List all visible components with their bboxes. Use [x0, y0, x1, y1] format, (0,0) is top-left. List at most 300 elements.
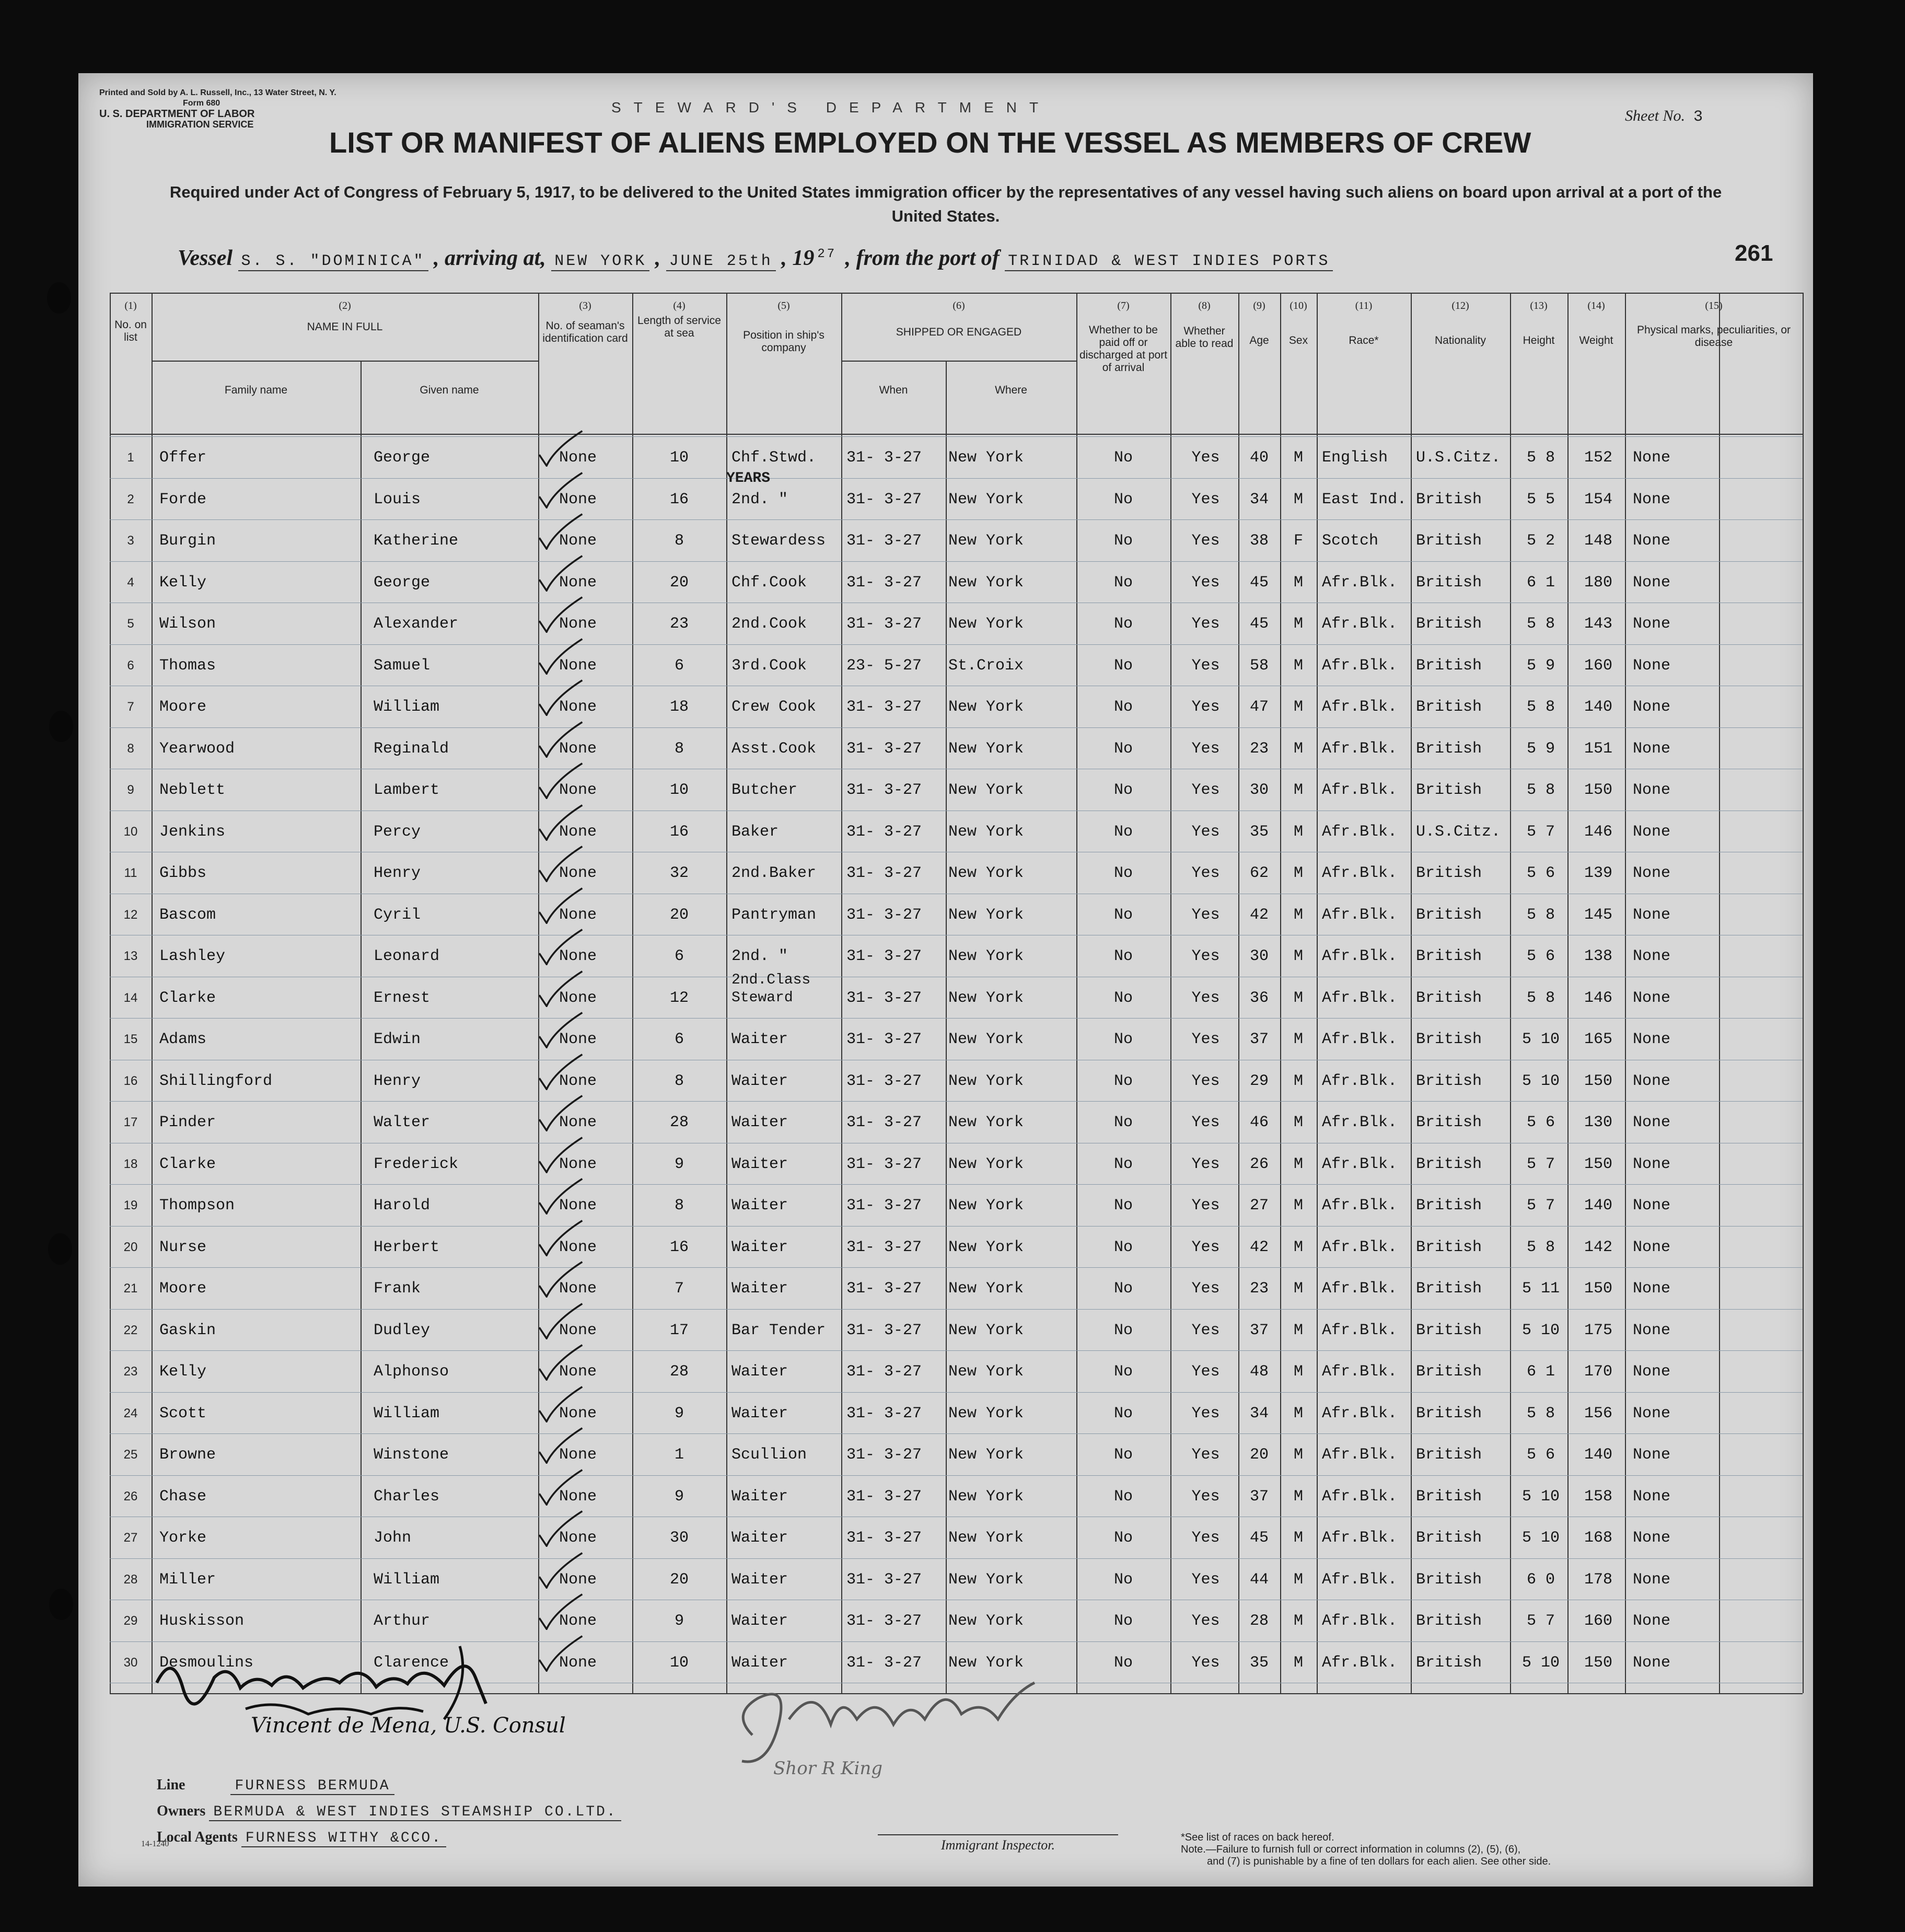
column-number: (8) — [1198, 300, 1211, 311]
cell-years: 16 — [669, 823, 689, 841]
cell-paid: No — [1113, 1570, 1133, 1589]
line-value: FURNESS BERMUDA — [230, 1778, 394, 1795]
cell-marks: None — [1633, 1321, 1671, 1339]
cell-given: Walter — [374, 1114, 431, 1131]
cell-years: 18 — [669, 698, 689, 716]
cell-race: Afr.Blk. — [1322, 1031, 1398, 1048]
cell-when: 31- 3-27 — [846, 490, 922, 508]
column-number: (7) — [1117, 300, 1130, 311]
cell-weight: 150 — [1584, 781, 1612, 799]
cell-paid: No — [1113, 449, 1133, 467]
cell-position: Waiter — [731, 1529, 788, 1547]
from-port: TRINIDAD & WEST INDIES PORTS — [1005, 252, 1333, 271]
header-paid-off: Whether to be paid off or discharged at port of arrival — [1079, 324, 1168, 374]
cell-height: 5 8 — [1526, 906, 1555, 924]
cell-nationality: British — [1416, 1570, 1482, 1589]
cell-marks: None — [1633, 947, 1671, 965]
cell-weight: 146 — [1584, 823, 1612, 841]
cell-paid: No — [1113, 1238, 1133, 1256]
cell-marks: None — [1633, 1570, 1671, 1589]
crew-row — [110, 1314, 1803, 1356]
cell-when: 31- 3-27 — [846, 1155, 922, 1173]
cell-where: New York — [948, 1280, 1024, 1298]
cell-age: 42 — [1249, 1238, 1269, 1256]
cell-position: 2nd.Class Steward — [731, 971, 811, 1006]
cell-height: 5 2 — [1526, 532, 1555, 550]
cell-given: Lambert — [374, 781, 440, 799]
cell-race: Afr.Blk. — [1322, 1487, 1398, 1506]
note: *See list of races on back hereof. — [1181, 1832, 1334, 1843]
note: Note.—Failure to furnish full or correct information in columns (2), (5), (6), — [1181, 1844, 1521, 1855]
cell-read: Yes — [1191, 1197, 1220, 1214]
cell-age: 35 — [1249, 1653, 1269, 1672]
cell-sex: M — [1293, 1031, 1303, 1048]
cell-sex: M — [1293, 906, 1303, 924]
check-mark-icon — [533, 1261, 590, 1298]
check-mark-icon — [533, 1386, 590, 1422]
cell-nationality: British — [1416, 1529, 1482, 1547]
cell-given: George — [374, 449, 431, 467]
cell-family: Clarke — [159, 989, 216, 1007]
cell-weight: 156 — [1584, 1404, 1612, 1422]
crew-row — [110, 733, 1803, 774]
cell-marks: None — [1633, 1155, 1671, 1173]
cell-weight: 140 — [1584, 1197, 1612, 1214]
cell-weight: 148 — [1584, 532, 1612, 550]
cell-race: Afr.Blk. — [1322, 739, 1398, 758]
cell-nationality: British — [1416, 1155, 1482, 1173]
cell-nationality: British — [1416, 739, 1482, 758]
cell-age: 47 — [1249, 698, 1269, 716]
cell-race: Afr.Blk. — [1322, 1072, 1398, 1090]
cell-family: Scott — [159, 1404, 207, 1422]
cell-height: 5 6 — [1526, 1446, 1555, 1464]
cell-marks: None — [1633, 532, 1671, 550]
cell-card: None — [559, 1114, 597, 1131]
crew-row — [110, 483, 1803, 525]
check-mark-icon — [533, 1137, 590, 1173]
cell-age: 45 — [1249, 615, 1269, 633]
cell-nationality: British — [1416, 864, 1482, 882]
cell-where: New York — [948, 1238, 1024, 1256]
cell-weight: 160 — [1584, 1612, 1612, 1630]
cell-sex: M — [1293, 947, 1303, 965]
cell-position: Stewardess — [731, 532, 826, 550]
crew-row — [110, 691, 1803, 733]
column-number: (15) — [1705, 300, 1723, 311]
arrival-date: JUNE 25th — [666, 252, 776, 271]
cell-sex: M — [1293, 1114, 1303, 1131]
cell-where: New York — [948, 1612, 1024, 1630]
cell-family: Gaskin — [159, 1321, 216, 1339]
cell-sex: M — [1293, 989, 1303, 1007]
cell-height: 5 11 — [1521, 1280, 1560, 1298]
header-position: Position in ship's company — [743, 329, 824, 354]
header-able-read: Whether able to read — [1175, 325, 1234, 350]
cell-sex: M — [1293, 1280, 1303, 1298]
cell-no: 30 — [123, 1655, 138, 1670]
cell-marks: None — [1633, 906, 1671, 924]
cell-paid: No — [1113, 1487, 1133, 1506]
cell-position: 3rd.Cook — [731, 656, 807, 675]
cell-years: 8 — [674, 1197, 684, 1214]
cell-sex: M — [1293, 781, 1303, 799]
cell-no: 10 — [123, 824, 138, 839]
cell-given: Ernest — [374, 989, 431, 1007]
cell-marks: None — [1633, 823, 1671, 841]
check-mark-icon — [533, 929, 590, 965]
cell-when: 31- 3-27 — [846, 1612, 922, 1630]
cell-position: Baker — [731, 823, 779, 841]
cell-position: Pantryman — [731, 906, 817, 924]
cell-age: 62 — [1249, 864, 1269, 882]
cell-card: None — [559, 449, 597, 467]
cell-weight: 168 — [1584, 1529, 1612, 1547]
printer-imprint — [99, 88, 336, 130]
cell-where: New York — [948, 490, 1024, 508]
cell-years: 10 — [669, 1653, 689, 1672]
agents-label: Local Agents — [157, 1829, 238, 1845]
cell-years: 8 — [674, 1072, 684, 1090]
cell-years: 9 — [674, 1612, 684, 1630]
cell-family: Jenkins — [159, 823, 226, 841]
crew-row — [110, 857, 1803, 899]
cell-height: 5 10 — [1521, 1321, 1560, 1339]
cell-no: 1 — [127, 450, 134, 465]
cell-age: 37 — [1249, 1321, 1269, 1339]
cell-race: Afr.Blk. — [1322, 823, 1398, 841]
cell-paid: No — [1113, 1114, 1133, 1131]
cell-card: None — [559, 656, 597, 675]
cell-where: New York — [948, 739, 1024, 758]
cell-family: Kelly — [159, 1363, 207, 1381]
cell-years: 20 — [669, 906, 689, 924]
cell-age: 37 — [1249, 1031, 1269, 1048]
column-number: (6) — [952, 300, 965, 311]
cell-given: Cyril — [374, 906, 421, 924]
cell-when: 31- 3-27 — [846, 823, 922, 841]
check-mark-icon — [533, 1552, 590, 1589]
cell-height: 5 10 — [1521, 1529, 1560, 1547]
cell-years: 12 — [669, 989, 689, 1007]
cell-where: New York — [948, 698, 1024, 716]
cell-where: New York — [948, 1155, 1024, 1173]
cell-given: Frederick — [374, 1155, 459, 1173]
column-number: (3) — [579, 300, 591, 311]
cell-given: Charles — [374, 1487, 440, 1506]
cell-age: 36 — [1249, 989, 1269, 1007]
cell-card: None — [559, 864, 597, 882]
sheet-number — [1625, 107, 1703, 126]
cell-given: William — [374, 698, 440, 716]
cell-where: New York — [948, 781, 1024, 799]
check-mark-icon — [533, 762, 590, 799]
cell-read: Yes — [1191, 1072, 1220, 1090]
cell-when: 31- 3-27 — [846, 906, 922, 924]
years-label: YEARS — [726, 470, 771, 487]
cell-when: 31- 3-27 — [846, 1404, 922, 1422]
cell-read: Yes — [1191, 1280, 1220, 1298]
check-mark-icon — [533, 846, 590, 882]
cell-where: St.Croix — [948, 656, 1024, 675]
cell-marks: None — [1633, 449, 1671, 467]
cell-given: Alphonso — [374, 1363, 449, 1381]
cell-sex: M — [1293, 1446, 1303, 1464]
column-number: (9) — [1253, 300, 1265, 311]
check-mark-icon — [533, 596, 590, 633]
arrival-year: 27 — [817, 247, 837, 261]
cell-family: Huskisson — [159, 1612, 245, 1630]
check-mark-icon — [533, 638, 590, 675]
cell-no: 26 — [123, 1489, 138, 1503]
cell-position: Waiter — [731, 1238, 788, 1256]
cell-sex: M — [1293, 1529, 1303, 1547]
cell-race: Afr.Blk. — [1322, 1155, 1398, 1173]
cell-card: None — [559, 1155, 597, 1173]
cell-age: 20 — [1249, 1446, 1269, 1464]
cell-where: New York — [948, 449, 1024, 467]
cell-nationality: British — [1416, 615, 1482, 633]
cell-read: Yes — [1191, 1238, 1220, 1256]
cell-no: 22 — [123, 1323, 138, 1337]
cell-marks: None — [1633, 739, 1671, 758]
cell-where: New York — [948, 573, 1024, 592]
cell-years: 17 — [669, 1321, 689, 1339]
cell-age: 30 — [1249, 781, 1269, 799]
cell-paid: No — [1113, 490, 1133, 508]
cell-no: 5 — [127, 617, 134, 631]
cell-when: 31- 3-27 — [846, 989, 922, 1007]
cell-marks: None — [1633, 656, 1671, 675]
cell-race: Afr.Blk. — [1322, 1363, 1398, 1381]
cell-weight: 145 — [1584, 906, 1612, 924]
check-mark-icon — [533, 1178, 590, 1214]
cell-family: Yearwood — [159, 739, 235, 758]
check-mark-icon — [533, 1303, 590, 1339]
cell-no: 8 — [127, 741, 134, 756]
cell-marks: None — [1633, 1031, 1671, 1048]
cell-years: 6 — [674, 1031, 684, 1048]
cell-marks: None — [1633, 1404, 1671, 1422]
crew-row — [110, 1522, 1803, 1564]
cell-read: Yes — [1191, 532, 1220, 550]
cell-weight: 138 — [1584, 947, 1612, 965]
cell-race: Afr.Blk. — [1322, 1404, 1398, 1422]
cell-read: Yes — [1191, 906, 1220, 924]
cell-sex: M — [1293, 573, 1303, 592]
cell-position: Waiter — [731, 1114, 788, 1131]
arriving-label: , arriving at, — [434, 246, 546, 270]
header-shipped: SHIPPED OR ENGAGED — [896, 326, 1022, 338]
column-number: (10) — [1290, 300, 1307, 311]
cell-height: 5 6 — [1526, 1114, 1555, 1131]
header-sex: Sex — [1288, 334, 1308, 346]
cell-sex: M — [1293, 864, 1303, 882]
cell-given: William — [374, 1570, 440, 1589]
check-mark-icon — [533, 430, 590, 467]
cell-race: Afr.Blk. — [1322, 1197, 1398, 1214]
cell-age: 58 — [1249, 656, 1269, 675]
check-mark-icon — [533, 1510, 590, 1547]
cell-height: 5 8 — [1526, 615, 1555, 633]
cell-weight: 143 — [1584, 615, 1612, 633]
manifest-sheet — [78, 73, 1813, 1887]
crew-row — [110, 1480, 1803, 1522]
cell-age: 48 — [1249, 1363, 1269, 1381]
header-no-on-list: No. on list — [114, 319, 147, 343]
cell-given: Katherine — [374, 532, 459, 550]
cell-where: New York — [948, 1072, 1024, 1090]
cell-read: Yes — [1191, 1487, 1220, 1506]
cell-nationality: British — [1416, 1197, 1482, 1214]
cell-height: 5 8 — [1526, 698, 1555, 716]
cell-height: 6 1 — [1526, 573, 1555, 592]
cell-weight: 175 — [1584, 1321, 1612, 1339]
cell-given: Clarence — [374, 1653, 449, 1672]
cell-card: None — [559, 1321, 597, 1339]
header-family-name: Family name — [224, 384, 288, 396]
cell-nationality: British — [1416, 906, 1482, 924]
owners-label: Owners — [157, 1803, 206, 1819]
cell-weight: 140 — [1584, 698, 1612, 716]
cell-no: 13 — [123, 949, 138, 963]
cell-card: None — [559, 947, 597, 965]
cell-family: Thomas — [159, 656, 216, 675]
cell-marks: None — [1633, 1280, 1671, 1298]
cell-no: 2 — [127, 492, 134, 506]
cell-where: New York — [948, 1404, 1024, 1422]
cell-paid: No — [1113, 739, 1133, 758]
cell-marks: None — [1633, 615, 1671, 633]
cell-read: Yes — [1191, 573, 1220, 592]
crew-row — [110, 566, 1803, 608]
cell-age: 29 — [1249, 1072, 1269, 1090]
cell-years: 9 — [674, 1487, 684, 1506]
cell-paid: No — [1113, 573, 1133, 592]
cell-read: Yes — [1191, 1321, 1220, 1339]
cell-race: Afr.Blk. — [1322, 698, 1398, 716]
cell-given: William — [374, 1404, 440, 1422]
cell-family: Burgin — [159, 532, 216, 550]
cell-nationality: British — [1416, 1487, 1482, 1506]
cell-race: Afr.Blk. — [1322, 1114, 1398, 1131]
cell-nationality: British — [1416, 656, 1482, 675]
cell-sex: M — [1293, 1404, 1303, 1422]
cell-height: 5 7 — [1526, 1155, 1555, 1173]
cell-years: 28 — [669, 1363, 689, 1381]
cell-sex: M — [1293, 656, 1303, 675]
cell-position: 2nd.Cook — [731, 615, 807, 633]
cell-no: 28 — [123, 1572, 138, 1587]
cell-position: Waiter — [731, 1363, 788, 1381]
cell-position: Waiter — [731, 1612, 788, 1630]
cell-weight: 180 — [1584, 573, 1612, 592]
cell-marks: None — [1633, 864, 1671, 882]
cell-nationality: British — [1416, 1072, 1482, 1090]
header-given-name: Given name — [420, 384, 479, 396]
crew-row — [110, 525, 1803, 566]
arriving-port: NEW YORK — [551, 252, 649, 271]
cell-years: 28 — [669, 1114, 689, 1131]
cell-no: 20 — [123, 1240, 138, 1254]
crew-row — [110, 1023, 1803, 1065]
vessel-label: Vessel — [178, 246, 233, 270]
note: and (7) is punishable by a fine of ten dollars for each alien. See other side. — [1207, 1856, 1551, 1867]
cell-family: Yorke — [159, 1529, 207, 1547]
cell-position: 2nd. " — [731, 947, 788, 965]
cell-sex: M — [1293, 1612, 1303, 1630]
cell-given: Herbert — [374, 1238, 440, 1256]
cell-family: Adams — [159, 1031, 207, 1048]
cell-family: Wilson — [159, 615, 216, 633]
cell-when: 31- 3-27 — [846, 1280, 922, 1298]
cell-position: 2nd. " — [731, 490, 788, 508]
cell-years: 16 — [669, 1238, 689, 1256]
cell-when: 31- 3-27 — [846, 573, 922, 592]
check-mark-icon — [533, 1427, 590, 1464]
crew-row — [110, 1272, 1803, 1314]
check-mark-icon — [533, 1469, 590, 1506]
cell-card: None — [559, 1072, 597, 1090]
cell-read: Yes — [1191, 1114, 1220, 1131]
cell-paid: No — [1113, 1653, 1133, 1672]
cell-family: Kelly — [159, 573, 207, 592]
cell-race: Scotch — [1322, 532, 1379, 550]
column-number: (1) — [124, 300, 137, 311]
cell-given: Alexander — [374, 615, 459, 633]
cell-where: New York — [948, 823, 1024, 841]
crew-row — [110, 650, 1803, 691]
cell-card: None — [559, 1529, 597, 1547]
cell-family: Desmoulins — [159, 1653, 254, 1672]
cell-age: 45 — [1249, 573, 1269, 592]
cell-position: Waiter — [731, 1072, 788, 1090]
cell-given: Percy — [374, 823, 421, 841]
inspector-signature: Shor R King — [773, 1758, 883, 1779]
cell-nationality: British — [1416, 1114, 1482, 1131]
cell-card: None — [559, 615, 597, 633]
cell-given: Dudley — [374, 1321, 431, 1339]
cell-height: 5 8 — [1526, 1238, 1555, 1256]
cell-card: None — [559, 532, 597, 550]
cell-race: Afr.Blk. — [1322, 864, 1398, 882]
cell-where: New York — [948, 864, 1024, 882]
cell-nationality: British — [1416, 947, 1482, 965]
owners-value: BERMUDA & WEST INDIES STEAMSHIP CO.LTD. — [209, 1804, 621, 1821]
cell-weight: 170 — [1584, 1363, 1612, 1381]
cell-no: 27 — [123, 1531, 138, 1545]
cell-race: Afr.Blk. — [1322, 656, 1398, 675]
cell-sex: M — [1293, 1487, 1303, 1506]
cell-height: 5 10 — [1521, 1487, 1560, 1506]
cell-card: None — [559, 1031, 597, 1048]
check-mark-icon — [533, 1593, 590, 1630]
cell-years: 1 — [674, 1446, 684, 1464]
header-height: Height — [1523, 334, 1555, 346]
cell-height: 5 8 — [1526, 781, 1555, 799]
cell-nationality: British — [1416, 532, 1482, 550]
cell-sex: M — [1293, 1072, 1303, 1090]
agents-row — [157, 1829, 446, 1846]
cell-no: 11 — [124, 866, 137, 880]
crew-row — [110, 1356, 1803, 1397]
cell-weight: 146 — [1584, 989, 1612, 1007]
printer-line: Printed and Sold by A. L. Russell, Inc., 13 Water Street, N. Y. — [99, 88, 336, 97]
cell-read: Yes — [1191, 1031, 1220, 1048]
cell-where: New York — [948, 1321, 1024, 1339]
cell-where: New York — [948, 989, 1024, 1007]
cell-family: Neblett — [159, 781, 226, 799]
